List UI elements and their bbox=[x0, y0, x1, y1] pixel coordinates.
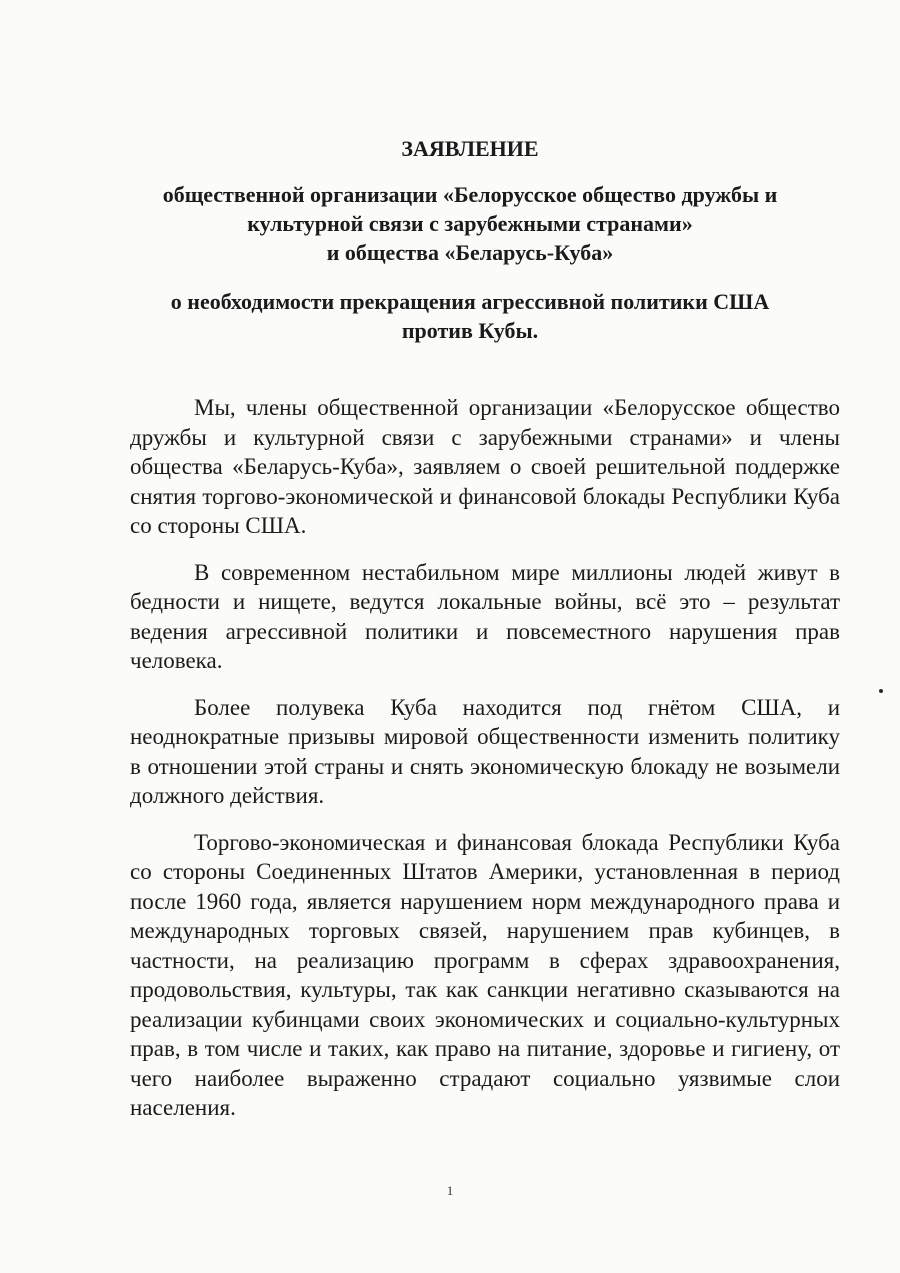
topic-line: против Кубы. bbox=[401, 318, 539, 343]
organization-heading bbox=[100, 180, 840, 267]
paragraph: Торгово-экономическая и финансовая блокада Республики Куба со стороны Соединенных Штатов Америки, установленная в период после 1960 года, является нарушением норм международного права и международных торговых связей, нарушением прав кубинцев, в частности, на реализацию программ в сферах здравоохранения, продовольствия, культуры, так как санкции негативно сказываются на реализации кубинцами своих экономических и социально-культурных прав, в том числе и таких, как право на питание, здоровье и гигиену, от чего наиболее выраженно страдают социально уязвимые слои населения. bbox=[130, 829, 840, 1120]
scan-speck bbox=[879, 689, 883, 693]
paragraph: Мы, члены общественной организации «Белорусское общество дружбы и культурной связи с зарубежными странами» и члены общества «Беларусь-Куба», заявляем о своей решительной поддержке снятия торгово-экономической и финансовой блокады Республики Куба со стороны США. bbox=[130, 395, 840, 538]
topic-heading bbox=[100, 287, 840, 345]
page-number: 1 bbox=[446, 1183, 454, 1198]
statement-body bbox=[130, 393, 840, 1140]
organization-line: и общества «Беларусь-Куба» bbox=[326, 240, 614, 265]
paragraph: В современном нестабильном мире миллионы людей живут в бедности и нищете, ведутся локальные войны, всё это – результат ведения агрессивной политики и повсеместного нарушения прав человека. bbox=[130, 559, 840, 673]
document-title: ЗАЯВЛЕНИЕ bbox=[401, 136, 539, 161]
topic-line: о необходимости прекращения агрессивной политики США bbox=[170, 289, 770, 314]
organization-line: общественной организации «Белорусское общество дружбы и bbox=[162, 182, 778, 207]
organization-line: культурной связи с зарубежными странами» bbox=[247, 211, 693, 236]
paragraph: Более полувека Куба находится под гнётом США, и неоднократные призывы мировой общественности изменить политику в отношении этой страны и снять экономическую блокаду не возымели должного действия. bbox=[130, 694, 840, 808]
